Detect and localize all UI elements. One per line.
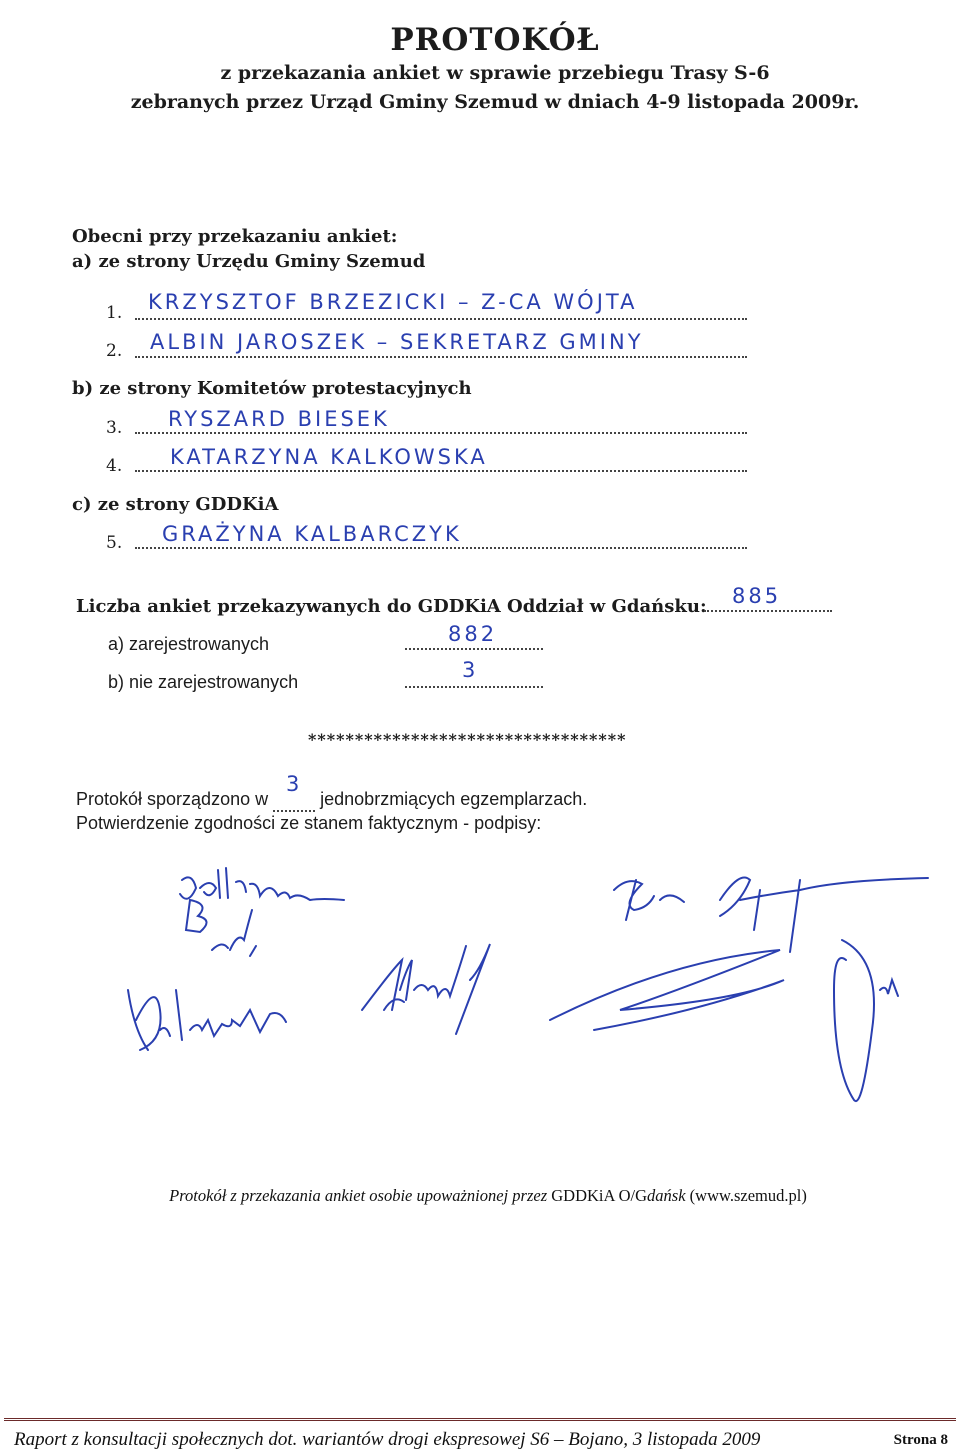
caption-source: (www.szemud.pl)	[689, 1186, 807, 1205]
entry-number: 5.	[106, 533, 123, 553]
dotted-line	[135, 356, 747, 358]
handwritten-entry: KRZYSZTOF BRZEZICKI – Z-CA WÓJTA	[148, 290, 638, 314]
dotted-line	[704, 610, 832, 612]
group-label-gddkia: c) ze strony GDDKiA	[72, 494, 279, 515]
signature-1	[180, 868, 344, 900]
unregistered-label: b) nie zarejestrowanych	[108, 672, 299, 692]
document-title: PROTOKÓŁ	[390, 22, 600, 58]
signature-4	[362, 944, 490, 1034]
handwritten-entry: GRAŻYNA KALBARCZYK	[162, 522, 462, 546]
figure-caption	[0, 1186, 960, 1206]
copies-field	[273, 772, 315, 812]
signature-2	[186, 900, 256, 956]
entry-number: 3.	[106, 418, 123, 438]
group-label-committees: b) ze strony Komitetów protestacyjnych	[72, 378, 472, 399]
entry-number: 1.	[106, 303, 123, 323]
copies-line	[76, 772, 588, 812]
handwritten-entry: KATARZYNA KALKOWSKA	[170, 445, 488, 469]
confirmation-line: Potwierdzenie zgodności ze stanem faktycznym - podpisy:	[76, 813, 542, 833]
caption-org: GDDKiA O/G	[551, 1186, 648, 1205]
attendees-heading: Obecni przy przekazaniu ankiet:	[72, 226, 398, 247]
footer-report-title: Raport z konsultacji społecznych dot. wariantów drogi ekspresowej S6 – Bojano, 3 listopada 2009	[14, 1429, 761, 1450]
survey-count-total: 885	[732, 584, 782, 608]
handwritten-entry: RYSZARD BIESEK	[168, 407, 390, 431]
footer-rule	[4, 1418, 956, 1421]
survey-count-label: Liczba ankiet przekazywanych do GDDKiA Oddział w Gdańsku:	[76, 596, 707, 617]
footer-page-number: Strona 8	[893, 1432, 948, 1448]
document-subtitle-line2: zebranych przez Urząd Gminy Szemud w dniach 4-9 listopada 2009r.	[130, 91, 860, 113]
registered-label: a) zarejestrowanych	[108, 634, 270, 654]
dotted-line	[135, 470, 747, 472]
signature-7	[834, 940, 898, 1101]
copies-count: 3	[285, 772, 303, 796]
group-label-office: a) ze strony Urzędu Gminy Szemud	[72, 251, 426, 272]
caption-city: dańsk	[647, 1186, 686, 1205]
entry-number: 4.	[106, 456, 123, 476]
entry-number: 2.	[106, 341, 123, 361]
caption-italic: Protokół z przekazania ankiet osobie upoważnionej przez	[169, 1186, 548, 1205]
signature-3	[128, 990, 286, 1050]
separator-stars: **********************************	[308, 730, 627, 749]
dotted-line	[135, 547, 747, 549]
signature-6	[550, 950, 784, 1030]
unregistered-count: 3	[462, 658, 479, 682]
dotted-line	[405, 686, 543, 688]
copies-suffix: jednobrzmiących egzemplarzach.	[320, 789, 588, 809]
copies-prefix: Protokół sporządzono w	[76, 789, 269, 809]
dotted-line	[135, 432, 747, 434]
registered-count: 882	[448, 622, 498, 646]
dotted-line	[405, 648, 543, 650]
document-subtitle-line1: z przekazania ankiet w sprawie przebiegu Trasy S-6	[220, 62, 770, 84]
signatures-area	[0, 840, 960, 1170]
dotted-line	[135, 318, 747, 320]
handwritten-entry: ALBIN JAROSZEK – SEKRETARZ GMINY	[150, 330, 644, 354]
signature-5	[614, 878, 928, 953]
